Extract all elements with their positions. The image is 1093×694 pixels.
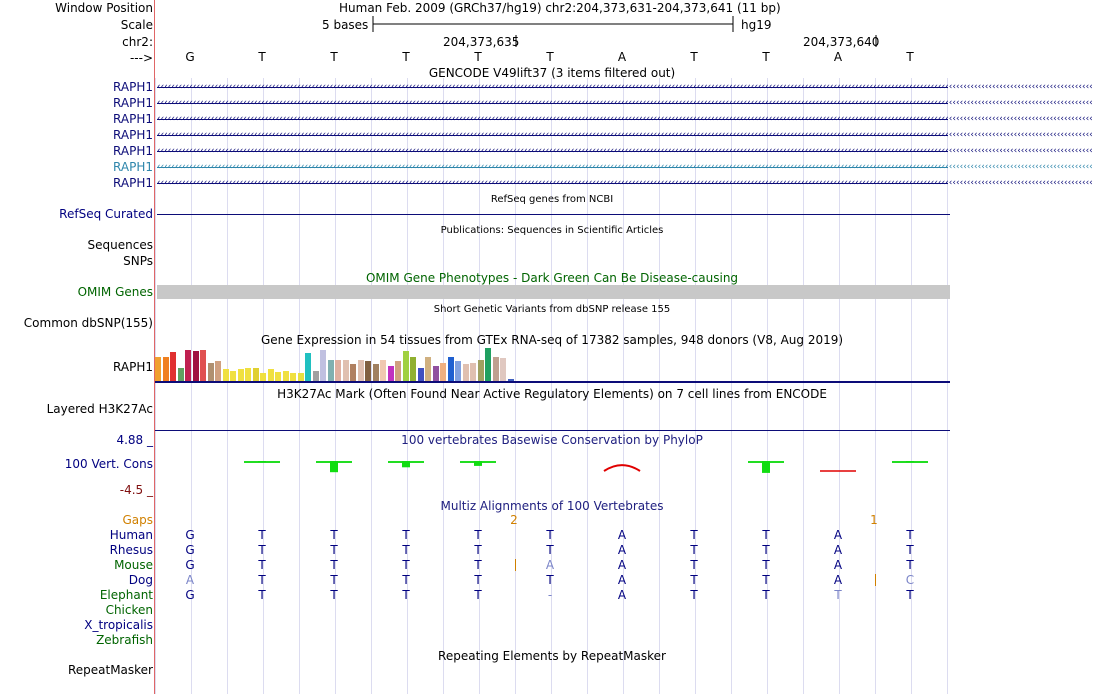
repeatmasker-label[interactable]: RepeatMasker xyxy=(67,663,153,677)
h3k27ac-baseline xyxy=(155,430,950,431)
dbsnp-label[interactable]: Common dbSNP(155) xyxy=(23,316,153,330)
alignment-base: T xyxy=(330,588,338,602)
gtex-bar[interactable] xyxy=(485,348,491,381)
gencode-transcript[interactable] xyxy=(157,82,1093,92)
scale-text: 5 bases xyxy=(322,18,369,32)
alignment-base: T xyxy=(474,588,482,602)
alignment-base: T xyxy=(330,528,338,542)
gtex-label[interactable]: RAPH1 xyxy=(113,360,153,374)
alignment-base: T xyxy=(690,528,698,542)
gtex-bar[interactable] xyxy=(245,368,251,381)
species-label[interactable]: Human xyxy=(109,528,153,542)
strand-arrows: ‹‹‹‹‹‹‹‹‹‹‹‹‹‹‹‹‹‹‹‹‹‹‹‹‹‹‹‹‹‹‹‹‹‹‹‹‹‹‹‹‹‹‹‹‹‹‹‹‹‹‹‹‹‹‹‹‹‹‹‹‹‹‹‹‹‹‹‹‹‹‹‹‹‹‹‹‹‹‹‹‹‹‹‹‹‹‹‹‹‹‹‹‹‹‹‹‹‹‹‹‹‹‹‹‹‹‹‹‹‹‹‹‹‹‹‹‹‹‹‹‹‹‹‹‹‹‹‹‹‹‹‹‹‹‹‹‹‹‹‹‹‹‹‹‹‹‹‹‹‹‹‹‹‹‹‹‹‹‹‹‹‹‹‹‹‹‹‹‹‹‹‹‹‹‹‹‹‹‹‹‹‹‹‹‹‹‹‹‹‹‹‹‹‹‹‹‹‹‹‹‹‹‹‹‹‹‹‹‹‹‹‹‹‹‹‹‹‹‹‹‹‹‹‹‹‹‹‹‹‹‹‹‹‹‹‹‹‹‹‹‹‹‹‹‹‹‹‹‹‹‹‹‹‹‹‹‹‹‹‹ xyxy=(157,162,1093,172)
dbsnp-title: Short Genetic Variants from dbSNP release 155 xyxy=(433,304,671,315)
alignment-base: T xyxy=(258,573,266,587)
gencode-transcript[interactable] xyxy=(157,98,1093,108)
alignment-base: T xyxy=(762,573,770,587)
phylop-positive-bar xyxy=(474,461,482,466)
alignment-base: T xyxy=(906,528,914,542)
alignment-base: T xyxy=(546,573,554,587)
alignment-base: T xyxy=(690,588,698,602)
phylop-chart[interactable] xyxy=(155,440,950,500)
alignment-base: A xyxy=(617,573,627,587)
strand-arrows: ‹‹‹‹‹‹‹‹‹‹‹‹‹‹‹‹‹‹‹‹‹‹‹‹‹‹‹‹‹‹‹‹‹‹‹‹‹‹‹‹‹‹‹‹‹‹‹‹‹‹‹‹‹‹‹‹‹‹‹‹‹‹‹‹‹‹‹‹‹‹‹‹‹‹‹‹‹‹‹‹‹‹‹‹‹‹‹‹‹‹‹‹‹‹‹‹‹‹‹‹‹‹‹‹‹‹‹‹‹‹‹‹‹‹‹‹‹‹‹‹‹‹‹‹‹‹‹‹‹‹‹‹‹‹‹‹‹‹‹‹‹‹‹‹‹‹‹‹‹‹‹‹‹‹‹‹‹‹‹‹‹‹‹‹‹‹‹‹‹‹‹‹‹‹‹‹‹‹‹‹‹‹‹‹‹‹‹‹‹‹‹‹‹‹‹‹‹‹‹‹‹‹‹‹‹‹‹‹‹‹‹‹‹‹‹‹‹‹‹‹‹‹‹‹‹‹‹‹‹‹‹‹‹‹‹‹‹‹‹‹‹‹‹‹‹‹‹‹‹‹‹‹‹‹‹‹‹‹‹‹ xyxy=(157,178,1093,188)
gtex-bar[interactable] xyxy=(268,369,274,381)
phylop-ymax-label: 4.88 _ xyxy=(116,433,153,447)
gtex-bar[interactable] xyxy=(200,350,206,381)
sequence-base: T xyxy=(546,50,554,64)
gencode-row-label[interactable]: RAPH1 xyxy=(113,160,153,174)
sequence-base: T xyxy=(258,50,266,64)
alignment-base: T xyxy=(258,588,266,602)
window-position-label: Window Position xyxy=(55,1,153,15)
alignment-base: T xyxy=(690,573,698,587)
gtex-bar[interactable] xyxy=(343,360,349,381)
gtex-bar[interactable] xyxy=(275,372,281,381)
gtex-bar[interactable] xyxy=(223,369,229,381)
alignment-base: G xyxy=(185,588,195,602)
gencode-row-label[interactable]: RAPH1 xyxy=(113,176,153,190)
gtex-bar[interactable] xyxy=(365,361,371,381)
alignment-base: T xyxy=(258,528,266,542)
gencode-transcript[interactable] xyxy=(157,146,1093,156)
alignment-base: T xyxy=(906,588,914,602)
alignment-base: T xyxy=(402,558,410,572)
refseq-label[interactable]: RefSeq Curated xyxy=(59,207,153,221)
gencode-transcript[interactable] xyxy=(157,130,1093,140)
alignment-base: T xyxy=(474,528,482,542)
refseq-line xyxy=(157,214,950,215)
alignment-base: T xyxy=(762,543,770,557)
strand-arrows: ‹‹‹‹‹‹‹‹‹‹‹‹‹‹‹‹‹‹‹‹‹‹‹‹‹‹‹‹‹‹‹‹‹‹‹‹‹‹‹‹‹‹‹‹‹‹‹‹‹‹‹‹‹‹‹‹‹‹‹‹‹‹‹‹‹‹‹‹‹‹‹‹‹‹‹‹‹‹‹‹‹‹‹‹‹‹‹‹‹‹‹‹‹‹‹‹‹‹‹‹‹‹‹‹‹‹‹‹‹‹‹‹‹‹‹‹‹‹‹‹‹‹‹‹‹‹‹‹‹‹‹‹‹‹‹‹‹‹‹‹‹‹‹‹‹‹‹‹‹‹‹‹‹‹‹‹‹‹‹‹‹‹‹‹‹‹‹‹‹‹‹‹‹‹‹‹‹‹‹‹‹‹‹‹‹‹‹‹‹‹‹‹‹‹‹‹‹‹‹‹‹‹‹‹‹‹‹‹‹‹‹‹‹‹‹‹‹‹‹‹‹‹‹‹‹‹‹‹‹‹‹‹‹‹‹‹‹‹‹‹‹‹‹‹‹‹‹‹‹‹‹‹‹‹‹‹‹‹‹‹ xyxy=(157,114,1093,124)
h3k27ac-label[interactable]: Layered H3K27Ac xyxy=(46,402,153,416)
gtex-bar[interactable] xyxy=(373,364,379,381)
phylop-negative-bar xyxy=(604,465,640,471)
alignment-base: T xyxy=(258,543,266,557)
sequence-base: T xyxy=(474,50,482,64)
gap-count: 2 xyxy=(510,513,518,527)
gtex-bar[interactable] xyxy=(313,371,319,381)
alignment-base: G xyxy=(185,558,195,572)
alignment-base: T xyxy=(474,558,482,572)
gtex-bar[interactable] xyxy=(163,357,169,381)
alignment-base: T xyxy=(474,543,482,557)
chrom-label: chr2: xyxy=(122,35,153,49)
gtex-bar[interactable] xyxy=(433,366,439,381)
gtex-chart[interactable] xyxy=(155,348,950,381)
gtex-bar[interactable] xyxy=(253,368,259,381)
coordinate-1: 204,373,635 xyxy=(443,35,520,49)
phylop-positive-bar xyxy=(402,461,410,467)
gtex-bar[interactable] xyxy=(335,360,341,381)
gencode-row-label[interactable]: RAPH1 xyxy=(113,112,153,126)
alignment-base: G xyxy=(185,543,195,557)
gencode-row-label[interactable]: RAPH1 xyxy=(113,128,153,142)
strand-label: ---> xyxy=(129,51,153,65)
alignment-base: C xyxy=(905,573,915,587)
gtex-bar[interactable] xyxy=(193,351,199,381)
gtex-bar[interactable] xyxy=(350,364,356,381)
species-label[interactable]: Rhesus xyxy=(109,543,153,557)
insertion-marker xyxy=(515,559,516,571)
alignment-base: T xyxy=(258,558,266,572)
alignment-base: G xyxy=(185,528,195,542)
gtex-bar[interactable] xyxy=(238,369,244,381)
species-label[interactable]: Dog xyxy=(128,573,153,587)
snps-label[interactable]: SNPs xyxy=(123,254,153,268)
gtex-bar[interactable] xyxy=(320,350,326,381)
sequence-base: T xyxy=(906,50,914,64)
refseq-title: RefSeq genes from NCBI xyxy=(490,194,614,205)
gtex-bar[interactable] xyxy=(208,363,214,381)
gtex-bar[interactable] xyxy=(500,358,506,381)
gtex-bar[interactable] xyxy=(493,357,499,381)
gtex-bar[interactable] xyxy=(305,353,311,381)
alignment-base: A xyxy=(185,573,195,587)
omim-label[interactable]: OMIM Genes xyxy=(77,285,153,299)
gtex-baseline xyxy=(155,381,950,383)
alignment-base: T xyxy=(330,573,338,587)
gencode-row-label[interactable]: RAPH1 xyxy=(113,144,153,158)
species-label[interactable]: Mouse xyxy=(114,558,153,572)
gtex-bar[interactable] xyxy=(455,361,461,381)
gencode-transcript[interactable] xyxy=(157,114,1093,124)
window-position-value: Human Feb. 2009 (GRCh37/hg19) chr2:204,373,631-204,373,641 (11 bp) xyxy=(339,1,781,15)
phylop-positive-bar xyxy=(258,461,266,462)
gtex-bar[interactable] xyxy=(448,357,454,381)
gtex-bar[interactable] xyxy=(328,360,334,381)
gencode-row-label[interactable]: RAPH1 xyxy=(113,80,153,94)
alignment-base: T xyxy=(690,543,698,557)
sequence-base: T xyxy=(762,50,770,64)
coordinate-2: 204,373,640 xyxy=(803,35,880,49)
gencode-title: GENCODE V49lift37 (3 items filtered out) xyxy=(428,66,676,80)
gtex-bar[interactable] xyxy=(403,351,409,381)
sequence-base: T xyxy=(690,50,698,64)
publications-title: Publications: Sequences in Scientific Articles xyxy=(440,225,664,236)
gtex-bar[interactable] xyxy=(283,371,289,381)
alignment-base: T xyxy=(690,558,698,572)
omim-bar[interactable] xyxy=(157,285,950,299)
alignment-base: A xyxy=(617,588,627,602)
h3k27ac-title: H3K27Ac Mark (Often Found Near Active Regulatory Elements) on 7 cell lines from ENCODE xyxy=(277,387,827,401)
gtex-bar[interactable] xyxy=(170,352,176,381)
multiz-title: Multiz Alignments of 100 Vertebrates xyxy=(440,499,664,513)
gtex-bar[interactable] xyxy=(388,366,394,381)
guide-line xyxy=(155,78,156,694)
alignment-base: T xyxy=(906,558,914,572)
alignment-base: A xyxy=(833,558,843,572)
gap-count: 1 xyxy=(870,513,878,527)
alignment-base: T xyxy=(834,588,842,602)
repeatmasker-title: Repeating Elements by RepeatMasker xyxy=(438,649,666,663)
alignment-base: T xyxy=(474,573,482,587)
alignment-base: T xyxy=(906,543,914,557)
sequence-base: A xyxy=(617,50,627,64)
scale-label: Scale xyxy=(120,18,153,32)
phylop-title: 100 vertebrates Basewise Conservation by PhyloP xyxy=(401,433,703,447)
alignment-base: A xyxy=(545,558,555,572)
strand-arrows: ‹‹‹‹‹‹‹‹‹‹‹‹‹‹‹‹‹‹‹‹‹‹‹‹‹‹‹‹‹‹‹‹‹‹‹‹‹‹‹‹‹‹‹‹‹‹‹‹‹‹‹‹‹‹‹‹‹‹‹‹‹‹‹‹‹‹‹‹‹‹‹‹‹‹‹‹‹‹‹‹‹‹‹‹‹‹‹‹‹‹‹‹‹‹‹‹‹‹‹‹‹‹‹‹‹‹‹‹‹‹‹‹‹‹‹‹‹‹‹‹‹‹‹‹‹‹‹‹‹‹‹‹‹‹‹‹‹‹‹‹‹‹‹‹‹‹‹‹‹‹‹‹‹‹‹‹‹‹‹‹‹‹‹‹‹‹‹‹‹‹‹‹‹‹‹‹‹‹‹‹‹‹‹‹‹‹‹‹‹‹‹‹‹‹‹‹‹‹‹‹‹‹‹‹‹‹‹‹‹‹‹‹‹‹‹‹‹‹‹‹‹‹‹‹‹‹‹‹‹‹‹‹‹‹‹‹‹‹‹‹‹‹‹‹‹‹‹‹‹‹‹‹‹‹‹‹‹‹‹‹ xyxy=(157,98,1093,108)
gencode-row-label[interactable]: RAPH1 xyxy=(113,96,153,110)
species-label[interactable]: X_tropicalis xyxy=(84,618,153,632)
alignment-base: T xyxy=(762,528,770,542)
assembly-text: hg19 xyxy=(741,18,772,32)
sequence-base: G xyxy=(185,50,195,64)
alignment-base: A xyxy=(833,528,843,542)
insertion-marker xyxy=(875,574,876,586)
gtex-bar[interactable] xyxy=(425,357,431,381)
gtex-bar[interactable] xyxy=(260,373,266,381)
gtex-bar[interactable] xyxy=(358,360,364,381)
alignment-base: T xyxy=(546,528,554,542)
sequence-base: T xyxy=(330,50,338,64)
gtex-bar[interactable] xyxy=(395,361,401,381)
gtex-bar[interactable] xyxy=(155,357,161,381)
alignment-base: T xyxy=(402,543,410,557)
alignment-base: A xyxy=(617,558,627,572)
strand-arrows: ‹‹‹‹‹‹‹‹‹‹‹‹‹‹‹‹‹‹‹‹‹‹‹‹‹‹‹‹‹‹‹‹‹‹‹‹‹‹‹‹‹‹‹‹‹‹‹‹‹‹‹‹‹‹‹‹‹‹‹‹‹‹‹‹‹‹‹‹‹‹‹‹‹‹‹‹‹‹‹‹‹‹‹‹‹‹‹‹‹‹‹‹‹‹‹‹‹‹‹‹‹‹‹‹‹‹‹‹‹‹‹‹‹‹‹‹‹‹‹‹‹‹‹‹‹‹‹‹‹‹‹‹‹‹‹‹‹‹‹‹‹‹‹‹‹‹‹‹‹‹‹‹‹‹‹‹‹‹‹‹‹‹‹‹‹‹‹‹‹‹‹‹‹‹‹‹‹‹‹‹‹‹‹‹‹‹‹‹‹‹‹‹‹‹‹‹‹‹‹‹‹‹‹‹‹‹‹‹‹‹‹‹‹‹‹‹‹‹‹‹‹‹‹‹‹‹‹‹‹‹‹‹‹‹‹‹‹‹‹‹‹‹‹‹‹‹‹‹‹‹‹‹‹‹‹‹‹‹‹‹ xyxy=(157,82,1093,92)
sequences-label[interactable]: Sequences xyxy=(87,238,153,252)
strand-arrows: ‹‹‹‹‹‹‹‹‹‹‹‹‹‹‹‹‹‹‹‹‹‹‹‹‹‹‹‹‹‹‹‹‹‹‹‹‹‹‹‹‹‹‹‹‹‹‹‹‹‹‹‹‹‹‹‹‹‹‹‹‹‹‹‹‹‹‹‹‹‹‹‹‹‹‹‹‹‹‹‹‹‹‹‹‹‹‹‹‹‹‹‹‹‹‹‹‹‹‹‹‹‹‹‹‹‹‹‹‹‹‹‹‹‹‹‹‹‹‹‹‹‹‹‹‹‹‹‹‹‹‹‹‹‹‹‹‹‹‹‹‹‹‹‹‹‹‹‹‹‹‹‹‹‹‹‹‹‹‹‹‹‹‹‹‹‹‹‹‹‹‹‹‹‹‹‹‹‹‹‹‹‹‹‹‹‹‹‹‹‹‹‹‹‹‹‹‹‹‹‹‹‹‹‹‹‹‹‹‹‹‹‹‹‹‹‹‹‹‹‹‹‹‹‹‹‹‹‹‹‹‹‹‹‹‹‹‹‹‹‹‹‹‹‹‹‹‹‹‹‹‹‹‹‹‹‹‹‹‹‹ xyxy=(157,146,1093,156)
gtex-bar[interactable] xyxy=(380,360,386,381)
strand-arrows: ‹‹‹‹‹‹‹‹‹‹‹‹‹‹‹‹‹‹‹‹‹‹‹‹‹‹‹‹‹‹‹‹‹‹‹‹‹‹‹‹‹‹‹‹‹‹‹‹‹‹‹‹‹‹‹‹‹‹‹‹‹‹‹‹‹‹‹‹‹‹‹‹‹‹‹‹‹‹‹‹‹‹‹‹‹‹‹‹‹‹‹‹‹‹‹‹‹‹‹‹‹‹‹‹‹‹‹‹‹‹‹‹‹‹‹‹‹‹‹‹‹‹‹‹‹‹‹‹‹‹‹‹‹‹‹‹‹‹‹‹‹‹‹‹‹‹‹‹‹‹‹‹‹‹‹‹‹‹‹‹‹‹‹‹‹‹‹‹‹‹‹‹‹‹‹‹‹‹‹‹‹‹‹‹‹‹‹‹‹‹‹‹‹‹‹‹‹‹‹‹‹‹‹‹‹‹‹‹‹‹‹‹‹‹‹‹‹‹‹‹‹‹‹‹‹‹‹‹‹‹‹‹‹‹‹‹‹‹‹‹‹‹‹‹‹‹‹‹‹‹‹‹‹‹‹‹‹‹‹‹ xyxy=(157,130,1093,140)
phylop-positive-bar xyxy=(330,461,338,472)
phylop-positive-bar xyxy=(762,461,770,473)
phylop-positive-bar xyxy=(906,461,914,462)
alignment-base: A xyxy=(617,543,627,557)
alignment-base: T xyxy=(402,588,410,602)
phylop-label[interactable]: 100 Vert. Cons xyxy=(64,457,153,471)
gtex-bar[interactable] xyxy=(410,357,416,381)
track-area[interactable] xyxy=(155,0,1093,694)
phylop-ymin-label: -4.5 _ xyxy=(119,483,153,497)
gtex-bar[interactable] xyxy=(418,368,424,381)
gtex-bar[interactable] xyxy=(440,363,446,381)
gtex-bar[interactable] xyxy=(230,371,236,381)
alignment-base: - xyxy=(547,588,553,602)
alignment-base: T xyxy=(402,528,410,542)
sequence-base: A xyxy=(833,50,843,64)
gtex-bar[interactable] xyxy=(298,373,304,381)
gtex-bar[interactable] xyxy=(215,361,221,381)
alignment-base: T xyxy=(762,588,770,602)
omim-title: OMIM Gene Phenotypes - Dark Green Can Be Disease-causing xyxy=(365,271,739,285)
alignment-base: A xyxy=(833,573,843,587)
alignment-base: T xyxy=(330,543,338,557)
gtex-bar[interactable] xyxy=(178,368,184,381)
gtex-bar[interactable] xyxy=(185,350,191,381)
gtex-bar[interactable] xyxy=(290,373,296,381)
gtex-title: Gene Expression in 54 tissues from GTEx RNA-seq of 17382 samples, 948 donors (V8, Aug 2019) xyxy=(260,333,844,347)
species-label[interactable]: Chicken xyxy=(105,603,153,617)
alignment-base: A xyxy=(617,528,627,542)
sequence-base: T xyxy=(402,50,410,64)
alignment-base: T xyxy=(546,543,554,557)
gencode-transcript[interactable] xyxy=(157,162,1093,172)
gencode-transcript[interactable] xyxy=(157,178,1093,188)
gtex-bar[interactable] xyxy=(470,363,476,381)
alignment-base: T xyxy=(762,558,770,572)
gtex-bar[interactable] xyxy=(478,360,484,381)
alignment-base: T xyxy=(402,573,410,587)
alignment-base: T xyxy=(330,558,338,572)
species-label[interactable]: Elephant xyxy=(99,588,153,602)
species-label[interactable]: Zebrafish xyxy=(96,633,153,647)
alignment-base: A xyxy=(833,543,843,557)
gtex-bar[interactable] xyxy=(463,364,469,381)
gaps-label: Gaps xyxy=(122,513,153,527)
